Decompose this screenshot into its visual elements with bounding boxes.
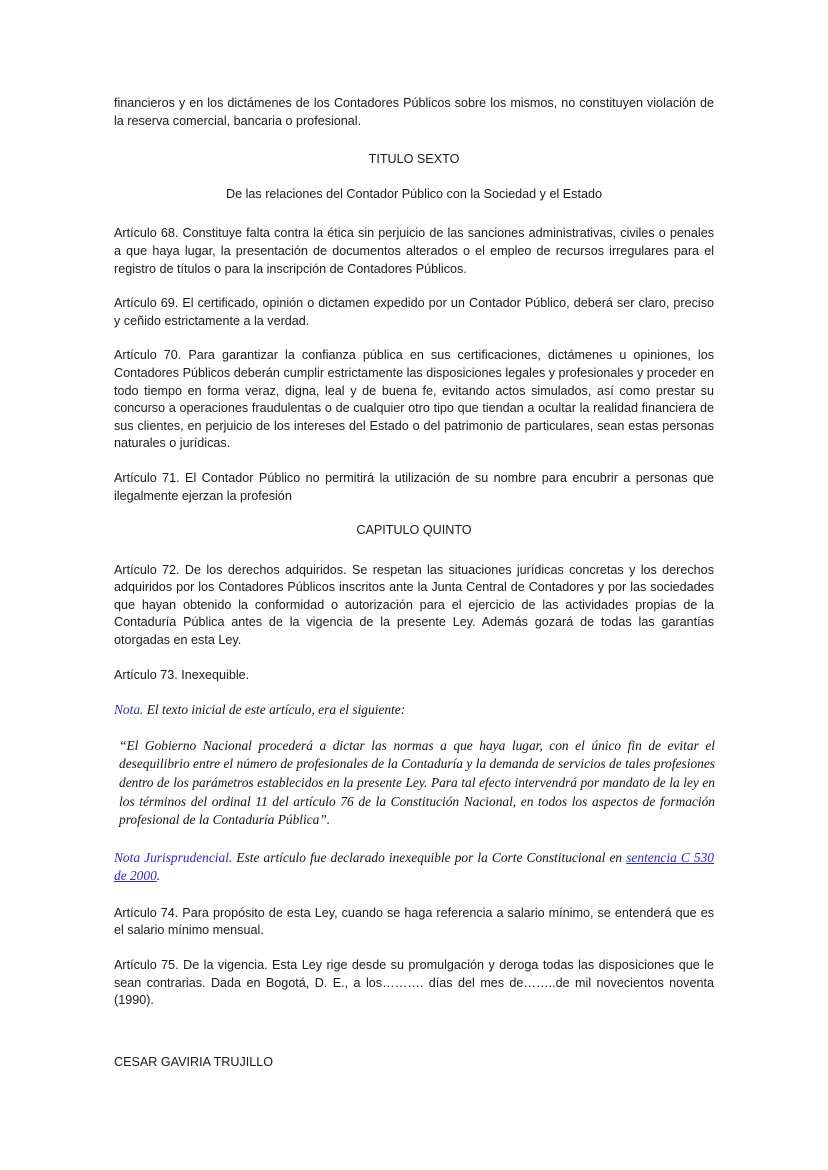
note-jurisprudencial-suffix: .	[156, 868, 161, 884]
paragraph-articulo-72: Artículo 72. De los derechos adquiridos. Se respetan las situaciones jurídicas concretas y los derechos adquiridos por los Contadores Públicos inscritos ante la Junta Central de Contadores y por las sociedades que hayan obtenido la conformidad o autorización para el ejercicio de las actividades propias de la Contaduría Pública antes de la vigencia de la presente Ley. Además gozará de todas las garantías otorgadas en esta Ley.	[114, 562, 714, 648]
heading-capitulo-quinto: CAPITULO QUINTO	[356, 523, 472, 538]
document-content	[114, 95, 714, 1071]
paragraph-articulo-74: Artículo 74. Para propósito de esta Ley, cuando se haga referencia a salario mínimo, se entenderá que es el salario mínimo mensual.	[114, 905, 714, 938]
paragraph-articulo-68: Artículo 68. Constituye falta contra la ética sin perjuicio de las sanciones administrativas, civiles o penales a que haya lugar, la presentación de documentos alterados o el empleo de recursos irregulares para el registro de títulos o para la inscripción de Contadores Públicos.	[114, 226, 714, 276]
heading-titulo-sexto-subtitle: De las relaciones del Contador Público con la Sociedad y el Estado	[226, 186, 602, 201]
note-jurisprudencial	[114, 849, 714, 886]
signature-name: CESAR GAVIRIA TRUJILLO	[114, 1054, 274, 1069]
note-quote: “El Gobierno Nacional procederá a dictar las normas a que haya lugar, con el único fin de evitar el desequilibrio entre el número de profesionales de la Contaduría y la demanda de servicios de tales profesiones dentro de los parámetros establecidos en la presente Ley. Para tal efecto intervendrá por mandato de la ley en los términos del ordinal 11 del artículo 76 de la Constitución Nacional, en todos los aspectos de formación profesional de la Contaduría Pública”.	[119, 737, 715, 828]
note-jurisprudencial-text: Este artículo fue declarado inexequible por la Corte Constitucional en	[232, 849, 627, 865]
note-intro	[114, 701, 714, 720]
paragraph-articulo-71: Artículo 71. El Contador Público no permitirá la utilización de su nombre para encubrir a personas que ilegalmente ejerzan la profesión	[114, 470, 714, 503]
paragraph-continuation: financieros y en los dictámenes de los Contadores Públicos sobre los mismos, no constituyen violación de la reserva comercial, bancaria o profesional.	[114, 96, 714, 128]
sentencia-link[interactable]: sentencia C 530 de 2000	[114, 849, 714, 884]
heading-titulo-sexto: TITULO SEXTO	[368, 152, 460, 167]
paragraph-articulo-75: Artículo 75. De la vigencia. Esta Ley rige desde su promulgación y deroga todas las disposiciones que le sean contrarias. Dada en Bogotá, D. E., a los………. días del mes de……..de mil novecientos noventa (1990).	[114, 957, 714, 1008]
paragraph-articulo-73: Artículo 73. Inexequible.	[114, 667, 250, 682]
note-label: Nota.	[114, 702, 144, 718]
paragraph-articulo-70: Artículo 70. Para garantizar la confianza pública en sus certificaciones, dictámenes u opiniones, los Contadores Públicos deberán cumplir estrictamente las disposiciones legales y profesionales y proceder en todo tiempo en forma veraz, digna, leal y de buena fe, evitando actos simulados, así como prestar su concurso a operaciones fraudulentas o de cualquier otro tipo que tiendan a ocultar la realidad financiera de sus clientes, en perjuicio de los intereses del Estado o del patrimonio de particulares, sean estas personas naturales o jurídicas.	[114, 348, 714, 451]
paragraph-articulo-69: Artículo 69. El certificado, opinión o dictamen expedido por un Contador Público, deberá ser claro, preciso y ceñido estrictamente a la verdad.	[114, 296, 714, 328]
note-intro-text: El texto inicial de este artículo, era el siguiente:	[143, 702, 406, 718]
note-jurisprudencial-label: Nota Jurisprudencial.	[114, 849, 233, 865]
